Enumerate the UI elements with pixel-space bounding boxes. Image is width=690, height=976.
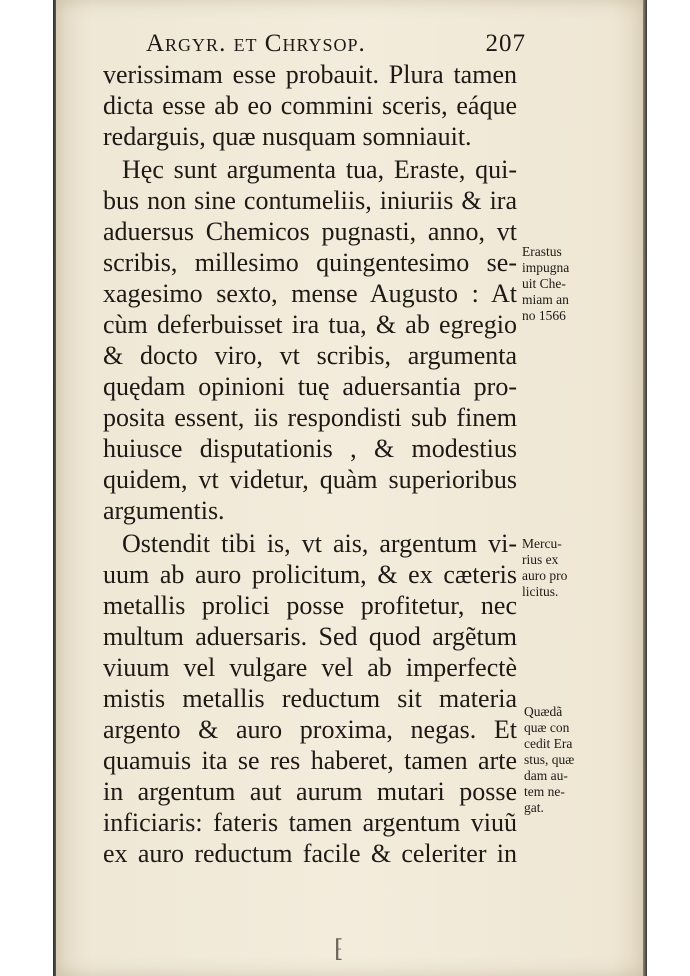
text-line: viuum vel vulgare vel ab imperfectè: [103, 653, 517, 682]
margin-note-line: tem ne-: [524, 784, 565, 799]
text-line: posita essent, iis respondisti sub finem: [103, 403, 517, 432]
text-line: argumentis.: [103, 496, 225, 525]
text-line: Ostendit tibi is, vt ais, argentum vi-: [122, 529, 517, 558]
text-line: Hęc sunt argumenta tua, Eraste, qui-: [122, 155, 517, 184]
text-line: quidem, vt videtur, quàm superioribus: [103, 465, 517, 494]
text-line: dicta esse ab eo commini sceris, eáque: [103, 91, 517, 120]
text-line: multum aduersaris. Sed quod argẽtum: [103, 622, 517, 651]
text-line: redarguis, quæ nusquam somniauit.: [103, 122, 472, 151]
margin-note-line: Erastus: [522, 244, 562, 259]
page-number: 207: [485, 30, 526, 57]
margin-note-line: Quædã: [524, 704, 563, 719]
text-line: quamuis ita se res haberet, tamen arte: [103, 746, 517, 775]
page-header: [146, 30, 526, 64]
text-line: verissimam esse probauit. Plura tamen: [103, 60, 517, 89]
margin-note-line: cedit Era: [524, 736, 573, 751]
running-head: Argyr. et Chrysop.: [146, 30, 366, 57]
text-line: aduersus Chemicos pugnasti, anno, vt: [103, 217, 517, 246]
margin-note-line: dam au-: [524, 768, 568, 783]
margin-note-line: gat.: [524, 800, 544, 815]
gutter-mark: ⁅: [334, 937, 344, 963]
margin-note-line: impugna: [522, 260, 570, 275]
text-line: uum ab auro prolicitum, & ex cæteris: [103, 560, 517, 589]
margin-note-erastus: [522, 244, 569, 324]
margin-note-line: uit Che-: [522, 276, 566, 291]
margin-note-line: rius ex: [522, 552, 559, 567]
margin-note-line: stus, quæ: [524, 752, 575, 767]
margin-note-line: Mercu-: [522, 536, 562, 551]
text-line: huiusce disputationis , & modestius: [103, 434, 517, 463]
text-line: cùm deferbuisset ira tua, & ab egregio: [103, 310, 517, 339]
page-right-edge: [643, 0, 647, 976]
text-line: bus non sine contumeliis, iniuriis & ira: [103, 186, 517, 215]
text-line: quędam opinioni tuę aduersantia pro-: [103, 372, 517, 401]
margin-note-line: quæ con: [524, 720, 570, 735]
margin-note-quaedam: [524, 704, 574, 816]
text-line: mistis metallis reductum sit materia: [103, 684, 517, 713]
text-line: scribis, millesimo quingentesimo se-: [103, 248, 517, 277]
text-line: ex auro reductum facile & celeriter in: [103, 839, 517, 868]
text-line: xagesimo sexto, mense Augusto : At: [103, 279, 517, 308]
text-line: argento & auro proxima, negas. Et: [103, 715, 517, 744]
margin-note-mercurius: [522, 536, 567, 600]
margin-note-line: auro pro: [522, 568, 568, 583]
margin-note-line: no 1566: [522, 308, 566, 323]
text-line: & docto viro, vt scribis, argumenta: [103, 341, 517, 370]
margin-note-line: miam an: [522, 292, 569, 307]
margin-note-line: licitus.: [522, 584, 559, 599]
text-line: in argentum aut aurum mutari posse: [103, 777, 517, 806]
text-line: metallis prolici posse profitetur, nec: [103, 591, 517, 620]
text-line: inficiaris: fateris tamen argentum viuũ: [103, 808, 517, 837]
